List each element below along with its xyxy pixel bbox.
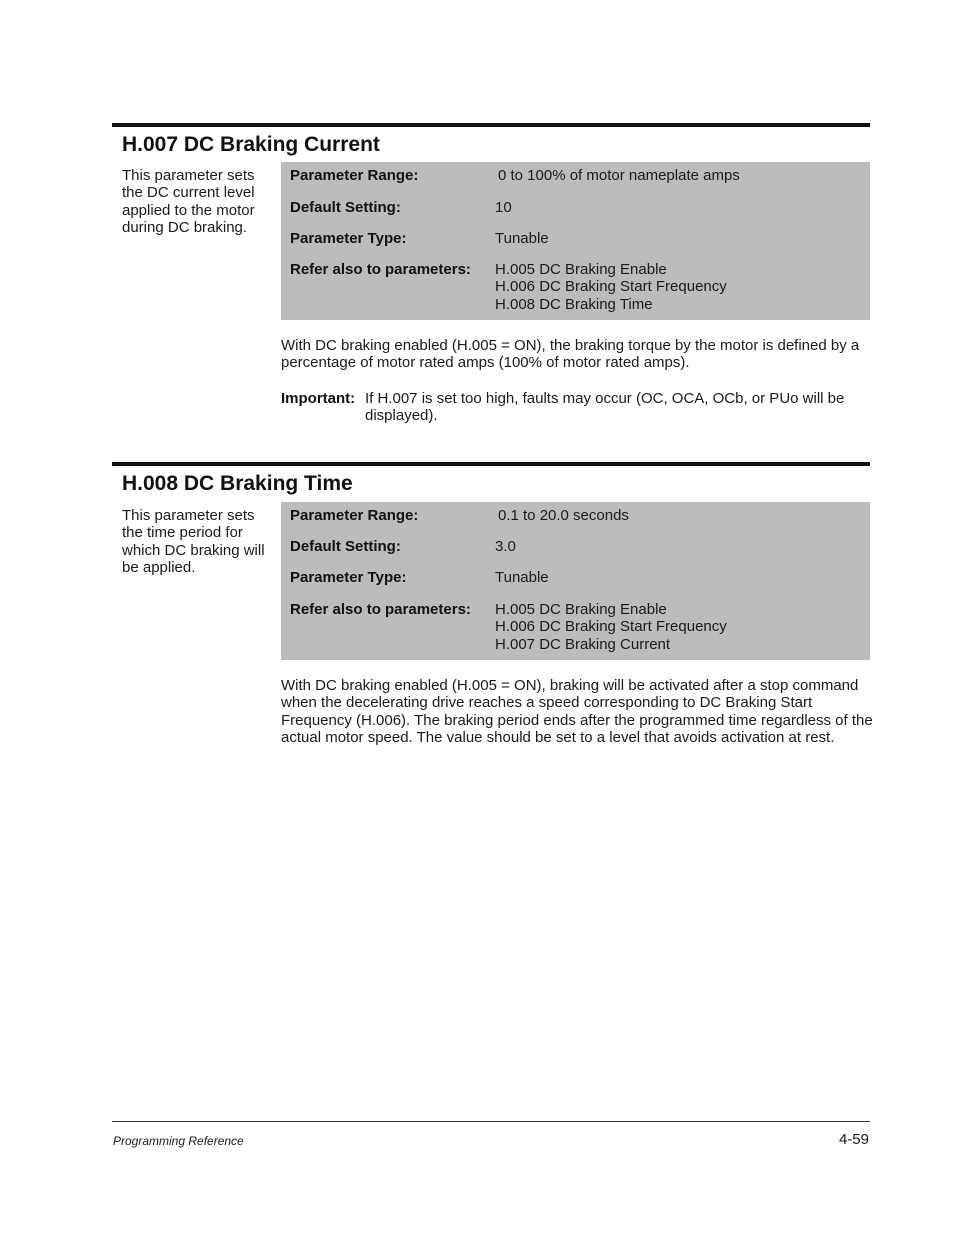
section-description: This parameter sets the time period for which DC braking will be applied. [122, 507, 265, 576]
param-default-label: Default Setting: [290, 538, 401, 555]
param-range-value: 0 to 100% of motor nameplate amps [498, 167, 740, 184]
param-type-label: Parameter Type: [290, 230, 407, 247]
param-refer-values [495, 261, 727, 313]
page-number: 4-59 [838, 1131, 869, 1148]
refer-link: H.007 DC Braking Current [495, 635, 671, 653]
section-body: With DC braking enabled (H.005 = ON), braking will be activated after a stop command when the decelerating drive reaches a speed corresponding to DC Braking Start Frequency (H.006). The braking period ends after the programmed time regardless of the actual motor speed. The value should be set to a level that avoids activation at rest. [281, 677, 873, 746]
section-description: This parameter sets the DC current level applied to the motor during DC braking. [122, 167, 255, 236]
param-range-label: Parameter Range: [290, 167, 419, 184]
param-default-value: 3.0 [495, 538, 516, 555]
section-title: H.008 DC Braking Time [122, 472, 353, 495]
param-default-label: Default Setting: [290, 199, 401, 216]
param-type-value: Tunable [495, 569, 549, 586]
refer-link: H.006 DC Braking Start Frequency [495, 278, 727, 296]
param-refer-label: Refer also to parameters: [290, 261, 471, 278]
refer-link: H.008 DC Braking Time [495, 295, 653, 313]
param-refer-label: Refer also to parameters: [290, 601, 471, 618]
section-rule [112, 123, 870, 127]
param-range-value: 0.1 to 20.0 seconds [498, 507, 629, 524]
section-h007 [112, 123, 870, 433]
param-range-label: Parameter Range: [290, 507, 419, 524]
section-h008 [112, 462, 873, 772]
important-text: If H.007 is set too high, faults may occur (OC, OCA, OCb, or PUo will be displayed). [365, 390, 845, 425]
refer-link: H.005 DC Braking Enable [495, 261, 667, 278]
parameter-table [281, 502, 870, 660]
param-type-value: Tunable [495, 230, 549, 247]
footer-title: Programming Reference [113, 1134, 244, 1148]
param-refer-values [495, 601, 727, 653]
param-type-label: Parameter Type: [290, 569, 407, 586]
footer-rule [112, 1121, 870, 1122]
section-title: H.007 DC Braking Current [122, 133, 380, 156]
section-rule [112, 462, 870, 466]
important-label: Important: [281, 390, 356, 407]
refer-link: H.005 DC Braking Enable [495, 601, 667, 618]
parameter-table [281, 162, 870, 320]
section-body: With DC braking enabled (H.005 = ON), the braking torque by the motor is defined by a percentage of motor rated amps (100% of motor rated amps). [281, 337, 860, 372]
param-default-value: 10 [495, 199, 512, 216]
refer-link: H.006 DC Braking Start Frequency [495, 618, 727, 636]
important-note [281, 390, 873, 426]
